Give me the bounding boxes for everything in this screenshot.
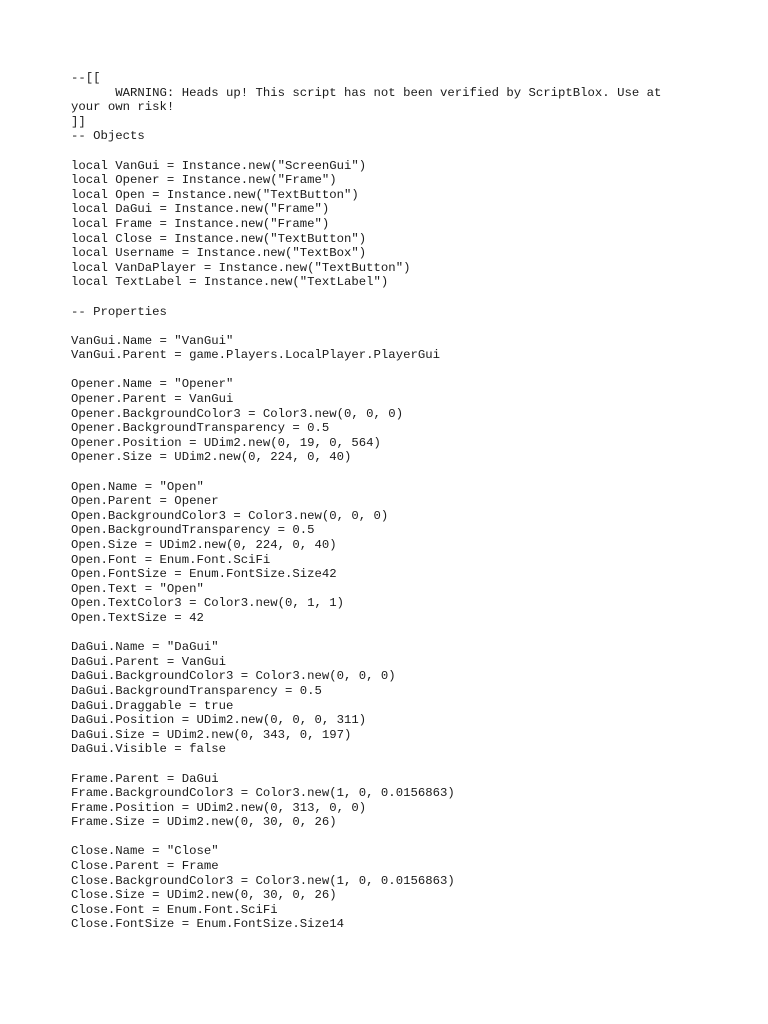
code-line: WARNING: Heads up! This script has not been verified by ScriptBlox. Use at [71, 85, 662, 100]
code-line: Close.FontSize = Enum.FontSize.Size14 [71, 917, 345, 932]
code-line: --[[ [71, 71, 101, 85]
code-line: Opener.Size = UDim2.new(0, 224, 0, 40) [71, 450, 352, 465]
code-line: Open.TextColor3 = Color3.new(0, 1, 1) [71, 596, 345, 611]
code-line: Open.Font = Enum.Font.SciFi [71, 552, 271, 567]
code-line: Open.BackgroundColor3 = Color3.new(0, 0, 0) [71, 508, 389, 523]
code-line: Close.Parent = Frame [71, 859, 219, 874]
code-line: local VanGui = Instance.new("ScreenGui") [71, 158, 367, 173]
code-line: VanGui.Name = "VanGui" [71, 333, 234, 348]
code-line: DaGui.Visible = false [71, 742, 226, 757]
code-line: DaGui.Draggable = true [71, 698, 234, 713]
code-line: -- Properties [71, 304, 167, 319]
code-line: Close.BackgroundColor3 = Color3.new(1, 0, 0.0156863) [71, 873, 455, 888]
code-line: Open.TextSize = 42 [71, 610, 204, 625]
code-line: Frame.BackgroundColor3 = Color3.new(1, 0, 0.0156863) [71, 786, 455, 801]
code-line: local DaGui = Instance.new("Frame") [71, 202, 330, 217]
code-line [71, 290, 691, 305]
code-line: Open.Name = "Open" [71, 479, 204, 494]
code-line: DaGui.Parent = VanGui [71, 654, 226, 669]
code-line: local Open = Instance.new("TextButton") [71, 187, 359, 202]
code-line: Frame.Position = UDim2.new(0, 313, 0, 0) [71, 800, 367, 815]
code-line: Close.Font = Enum.Font.SciFi [71, 902, 278, 917]
code-line: VanGui.Parent = game.Players.LocalPlayer.PlayerGui [71, 348, 440, 363]
code-line: Close.Name = "Close" [71, 844, 219, 859]
code-line: -- Objects [71, 129, 145, 144]
code-line: local Opener = Instance.new("Frame") [71, 173, 337, 188]
code-line: local TextLabel = Instance.new("TextLabel") [71, 275, 389, 290]
code-line: DaGui.BackgroundTransparency = 0.5 [71, 683, 322, 698]
code-line: Open.Parent = Opener [71, 494, 219, 509]
code-line: Frame.Parent = DaGui [71, 771, 219, 786]
code-line [71, 319, 691, 334]
code-line: local Close = Instance.new("TextButton") [71, 231, 367, 246]
code-line: Opener.Position = UDim2.new(0, 19, 0, 564) [71, 435, 381, 450]
code-line: DaGui.BackgroundColor3 = Color3.new(0, 0, 0) [71, 669, 396, 684]
code-line: local Username = Instance.new("TextBox") [71, 246, 367, 261]
code-line: Open.FontSize = Enum.FontSize.Size42 [71, 567, 337, 582]
code-line: local VanDaPlayer = Instance.new("TextButton") [71, 260, 411, 275]
code-line [71, 830, 691, 845]
code-line: Open.BackgroundTransparency = 0.5 [71, 523, 315, 538]
code-line: Opener.BackgroundTransparency = 0.5 [71, 421, 330, 436]
code-line: DaGui.Name = "DaGui" [71, 640, 219, 655]
code-line [71, 626, 691, 641]
code-line [71, 363, 691, 378]
code-line: Opener.Name = "Opener" [71, 377, 234, 392]
code-line: Close.Size = UDim2.new(0, 30, 0, 26) [71, 888, 337, 903]
code-line [71, 465, 691, 480]
code-line: Open.Text = "Open" [71, 581, 204, 596]
code-line: local Frame = Instance.new("Frame") [71, 216, 330, 231]
code-line [71, 757, 691, 772]
script-text-block [71, 71, 691, 932]
code-line: ]] [71, 114, 86, 129]
code-line: Opener.BackgroundColor3 = Color3.new(0, 0, 0) [71, 406, 404, 421]
code-line: DaGui.Size = UDim2.new(0, 343, 0, 197) [71, 727, 352, 742]
code-line: Opener.Parent = VanGui [71, 392, 234, 407]
code-line: DaGui.Position = UDim2.new(0, 0, 0, 311) [71, 713, 367, 728]
code-line [71, 144, 691, 159]
code-line: Open.Size = UDim2.new(0, 224, 0, 40) [71, 538, 337, 552]
code-line: Frame.Size = UDim2.new(0, 30, 0, 26) [71, 815, 337, 830]
code-line: your own risk! [71, 100, 175, 115]
